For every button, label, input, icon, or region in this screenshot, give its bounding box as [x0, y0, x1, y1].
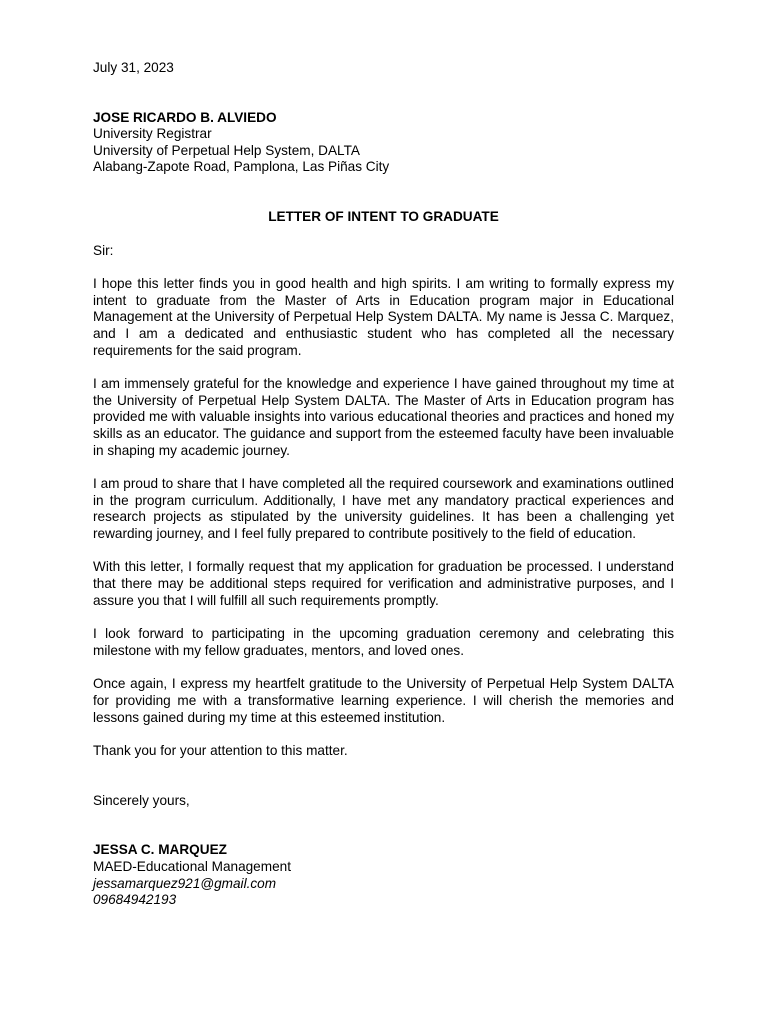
salutation: Sir:	[93, 242, 114, 258]
letter-page	[93, 60, 674, 909]
recipient-position: University Registrar	[93, 126, 212, 142]
closing: Sincerely yours,	[93, 792, 190, 808]
body-paragraph-6: Once again, I express my heartfelt gratitude to the University of Perpetual Help System DALTA for providing me with a transformative learning experience. I will cherish the memories and lessons gained during my time at this esteemed institution.	[93, 676, 674, 725]
recipient-name: JOSE RICARDO B. ALVIEDO	[93, 109, 277, 125]
recipient-block	[93, 110, 674, 176]
signature-block	[93, 842, 674, 908]
body-paragraph-5: I look forward to participating in the upcoming graduation ceremony and celebrating this milestone with my fellow graduates, mentors, and loved ones.	[93, 626, 674, 658]
body-paragraph-3: I am proud to share that I have completed all the required coursework and examinations outlined in the program curriculum. Additionally, I have met any mandatory practical experiences and research projects as stipulated by the university guidelines. It has been a challenging yet rewarding journey, and I feel fully prepared to contribute positively to the field of education.	[93, 476, 674, 541]
body-paragraph-7: Thank you for your attention to this matter.	[93, 743, 348, 759]
sender-email: jessamarquez921@gmail.com	[93, 875, 277, 891]
recipient-address: Alabang-Zapote Road, Pamplona, Las Piñas City	[93, 159, 390, 175]
letter-title: LETTER OF INTENT TO GRADUATE	[268, 208, 499, 224]
body-paragraph-1: I hope this letter finds you in good health and high spirits. I am writing to formally express my intent to graduate from the Master of Arts in Education program major in Educational Management at the University of Perpetual Help System DALTA. My name is Jessa C. Marquez, and I am a dedicated and enthusiastic student who has completed all the necessary requirements for the said program.	[93, 276, 674, 358]
letter-date: July 31, 2023	[93, 60, 174, 75]
sender-name: JESSA C. MARQUEZ	[93, 842, 227, 858]
body-paragraph-4: With this letter, I formally request that my application for graduation be processed. I understand that there may be additional steps required for verification and administrative purposes, and I assure you that I will fulfill all such requirements promptly.	[93, 559, 674, 608]
sender-program: MAED-Educational Management	[93, 859, 291, 874]
body-paragraph-2: I am immensely grateful for the knowledge and experience I have gained throughout my time at the University of Perpetual Help System DALTA. The Master of Arts in Education program has provided me with valuable insights into various educational theories and practices and honed my skills as an educator. The guidance and support from the esteemed faculty have been invaluable in shaping my academic journey.	[93, 376, 674, 458]
recipient-institution: University of Perpetual Help System, DALTA	[93, 142, 360, 158]
sender-phone: 09684942193	[93, 892, 177, 908]
